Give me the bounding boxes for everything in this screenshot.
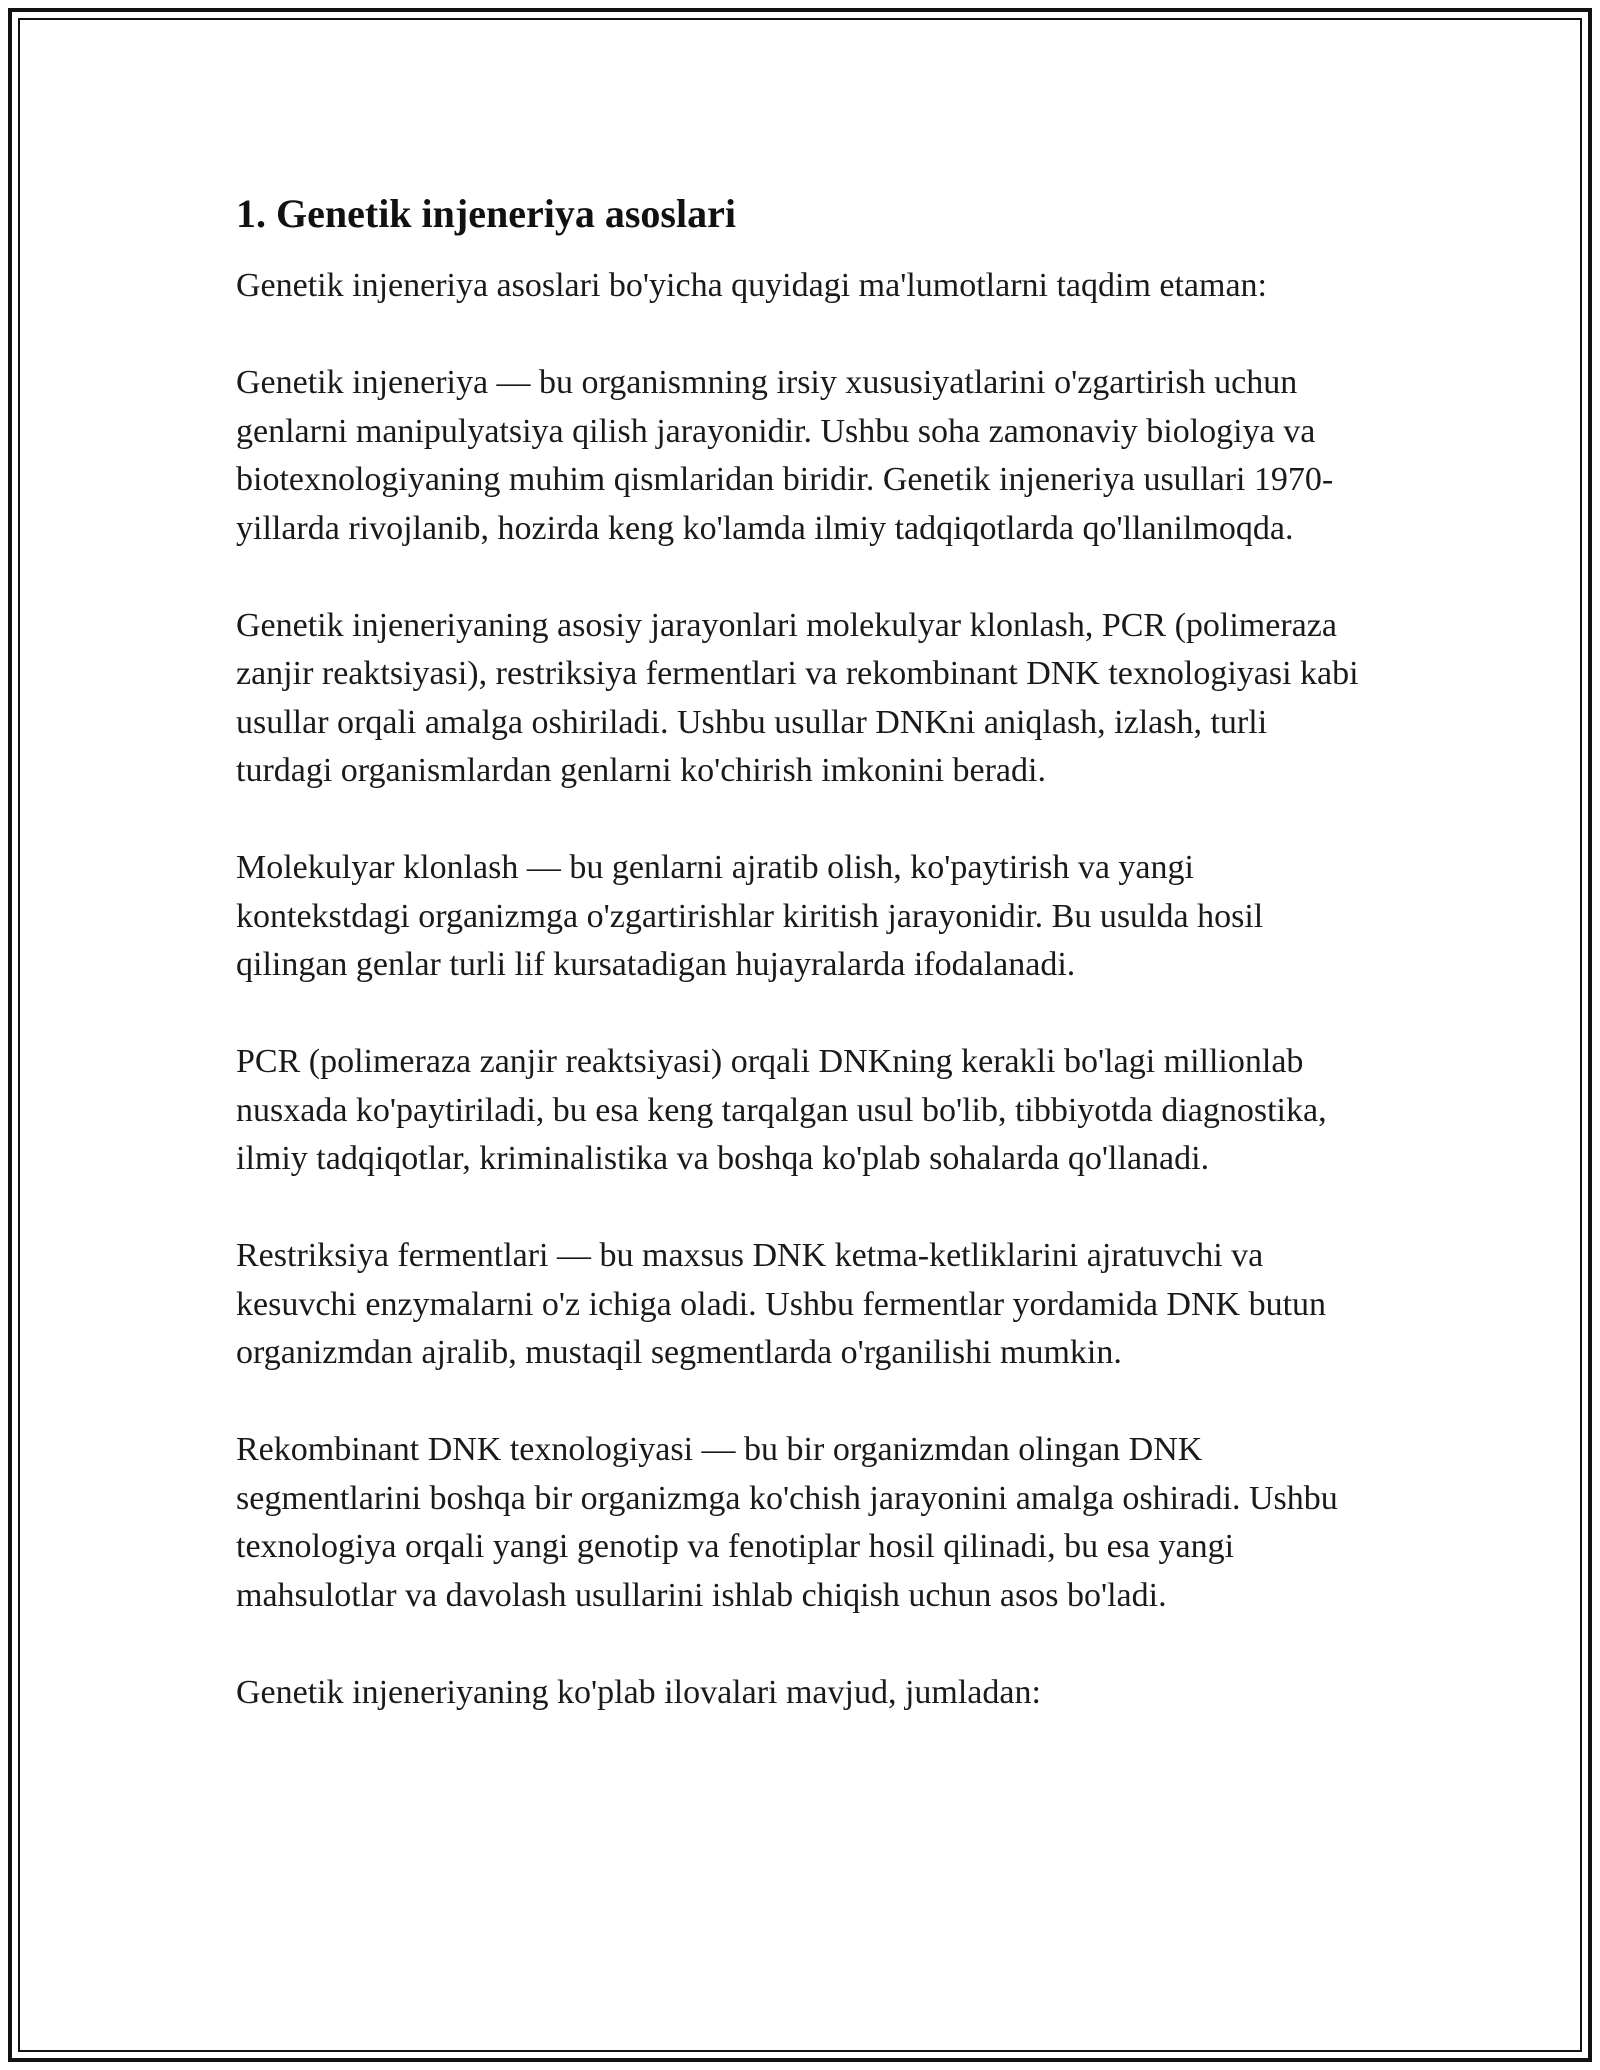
document-body — [236, 186, 1366, 1766]
paragraph-main-processes: Genetik injeneriyaning asosiy jarayonlari molekulyar klonlash, PCR (polimeraza zanjir reaktsiyasi), restriksiya fermentlari va rekombinant DNK texnologiyasi kabi usullar orqali amalga oshiriladi. Ushbu usullar DNKni aniqlash, izlash, turli turdagi organismlardan genlarni ko'chirish imkonini beradi. — [236, 606, 1359, 789]
paragraph-intro: Genetik injeneriya asoslari bo'yicha quyidagi ma'lumotlarni taqdim etaman: — [236, 267, 1268, 304]
paragraph-pcr: PCR (polimeraza zanjir reaktsiyasi) orqali DNKning kerakli bo'lagi millionlab nusxada ko'paytiriladi, bu esa keng tarqalgan usul bo'lib, tibbiyotda diagnostika, ilmiy tadqiqotlar, kriminalistika va boshqa ko'plab sohalarda qo'llanadi. — [236, 1043, 1327, 1177]
section-heading: 1. Genetik injeneriya asoslari — [236, 191, 736, 236]
paragraph-molecular-cloning: Molekulyar klonlash — bu genlarni ajratib olish, ko'paytirish va yangi kontekstdagi organizmga o'zgartirishlar kiritish jarayonidir. Bu usulda hosil qilingan genlar turli lif kursatadigan hujayralarda ifodalanadi. — [236, 849, 1264, 983]
paragraph-restriction-enzymes: Restriksiya fermentlari — bu maxsus DNK ketma-ketliklarini ajratuvchi va kesuvchi enzymalarni o'z ichiga oladi. Ushbu fermentlar yordamida DNK butun organizmdan ajralib, mustaqil segmentlarda o'rganilishi mumkin. — [236, 1237, 1327, 1371]
paragraph-definition: Genetik injeneriya — bu organismning irsiy xususiyatlarini o'zgartirish uchun genlarni manipulyatsiya qilish jarayonidir. Ushbu soha zamonaviy biologiya va biotexnologiyaning muhim qismlaridan biridir. Genetik injeneriya usullari 1970-yillarda rivojlanib, hozirda keng ko'lamda ilmiy tadqiqotlarda qo'llanilmoqda. — [236, 364, 1334, 547]
paragraph-applications: Genetik injeneriyaning ko'plab ilovalari mavjud, jumladan: — [236, 1673, 1041, 1711]
paragraph-recombinant-dna: Rekombinant DNK texnologiyasi — bu bir organizmdan olingan DNK segmentlarini boshqa bir organizmga ko'chish jarayonini amalga oshiradi. Ushbu texnologiya orqali yangi genotip va fenotiplar hosil qilinadi, bu esa yangi mahsulotlar va davolash usullarini ishlab chiqish uchun asos bo'ladi. — [236, 1431, 1338, 1614]
